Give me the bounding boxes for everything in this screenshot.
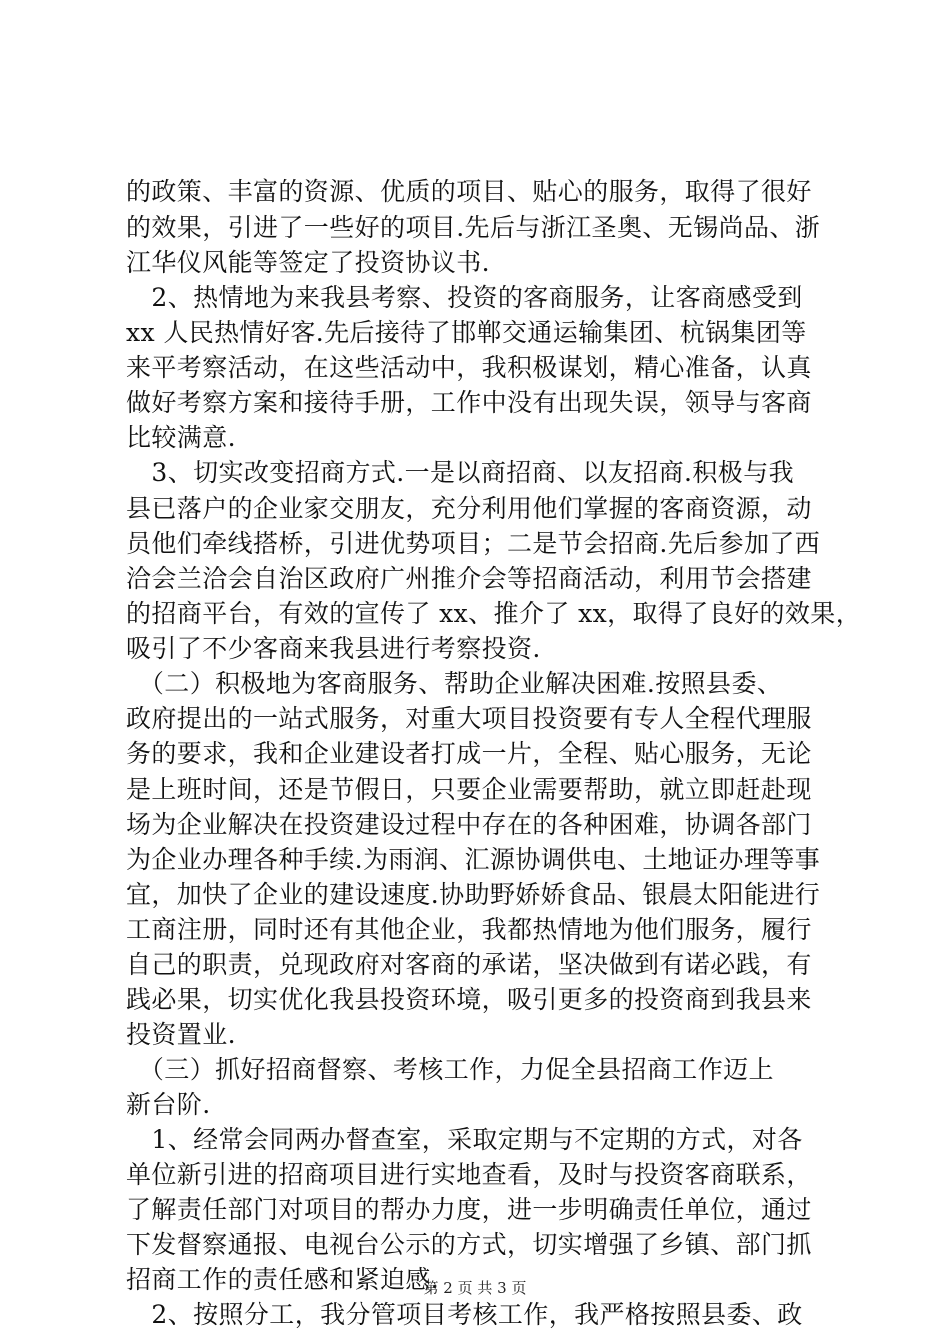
text-line: 比较满意. (126, 423, 236, 452)
text-line: （三）抓好招商督察、考核工作，力促全县招商工作迈上 (126, 1055, 774, 1084)
text-line: 2、按照分工，我分管项目考核工作，我严格按照县委、政 (126, 1300, 803, 1329)
text-line: 2、热情地为来我县考察、投资的客商服务，让客商感受到 (126, 283, 803, 312)
text-line: 践必果，切实优化我县投资环境，吸引更多的投资商到我县来 (126, 985, 812, 1014)
text-line: xx 人民热情好客.先后接待了邯郸交通运输集团、杭锅集团等 (126, 318, 807, 347)
text-line: 吸引了不少客商来我县进行考察投资. (126, 634, 541, 663)
text-line: 是上班时间，还是节假日，只要企业需要帮助，就立即赶赴现 (126, 775, 812, 804)
text-line: 宜，加快了企业的建设速度.协助野娇娇食品、银晨太阳能进行 (126, 880, 821, 909)
text-line: 县已落户的企业家交朋友，充分利用他们掌握的客商资源，动 (126, 494, 812, 523)
text-line: 来平考察活动，在这些活动中，我积极谋划，精心准备，认真 (126, 353, 812, 382)
text-line: 务的要求，我和企业建设者打成一片，全程、贴心服务，无论 (126, 739, 812, 768)
text-line: 江华仪风能等签定了投资协议书. (126, 248, 490, 277)
text-line: 为企业办理各种手续.为雨润、汇源协调供电、土地证办理等事 (126, 845, 821, 874)
text-line: 的政策、丰富的资源、优质的项目、贴心的服务，取得了很好 (126, 177, 812, 206)
text-line: 单位新引进的招商项目进行实地查看，及时与投资客商联系， (126, 1160, 812, 1189)
text-line: 自己的职责，兑现政府对客商的承诺，坚决做到有诺必践，有 (126, 950, 812, 979)
text-line: 员他们牵线搭桥，引进优势项目；二是节会招商.先后参加了西 (126, 529, 821, 558)
text-line: 政府提出的一站式服务，对重大项目投资要有专人全程代理服 (126, 704, 812, 733)
text-line: 工商注册，同时还有其他企业，我都热情地为他们服务，履行 (126, 915, 812, 944)
text-line: 的效果，引进了一些好的项目.先后与浙江圣奥、无锡尚品、浙 (126, 213, 821, 242)
text-line: 下发督察通报、电视台公示的方式，切实增强了乡镇、部门抓 (126, 1230, 812, 1259)
text-line: 3、切实改变招商方式.一是以商招商、以友招商.积极与我 (126, 458, 795, 487)
text-line: 投资置业. (126, 1020, 236, 1049)
text-line: 的招商平台，有效的宣传了 xx、推介了 xx，取得了良好的效果， (126, 599, 862, 628)
text-line: 1、经常会同两办督查室，采取定期与不定期的方式，对各 (126, 1125, 803, 1154)
text-line: 新台阶. (126, 1090, 211, 1119)
text-line: 场为企业解决在投资建设过程中存在的各种困难，协调各部门 (126, 810, 812, 839)
text-line: （二）积极地为客商服务、帮助企业解决困难.按照县委、 (126, 669, 783, 698)
text-line: 招商工作的责任感和紧迫感. (126, 1265, 440, 1294)
text-line: 做好考察方案和接待手册，工作中没有出现失误，领导与客商 (126, 388, 812, 417)
text-line: 洽会兰洽会自治区政府广州推介会等招商活动，利用节会搭建 (126, 564, 812, 593)
text-line: 了解责任部门对项目的帮办力度，进一步明确责任单位，通过 (126, 1195, 812, 1224)
page-number-footer: 第 2 页 共 3 页 (423, 1279, 527, 1297)
